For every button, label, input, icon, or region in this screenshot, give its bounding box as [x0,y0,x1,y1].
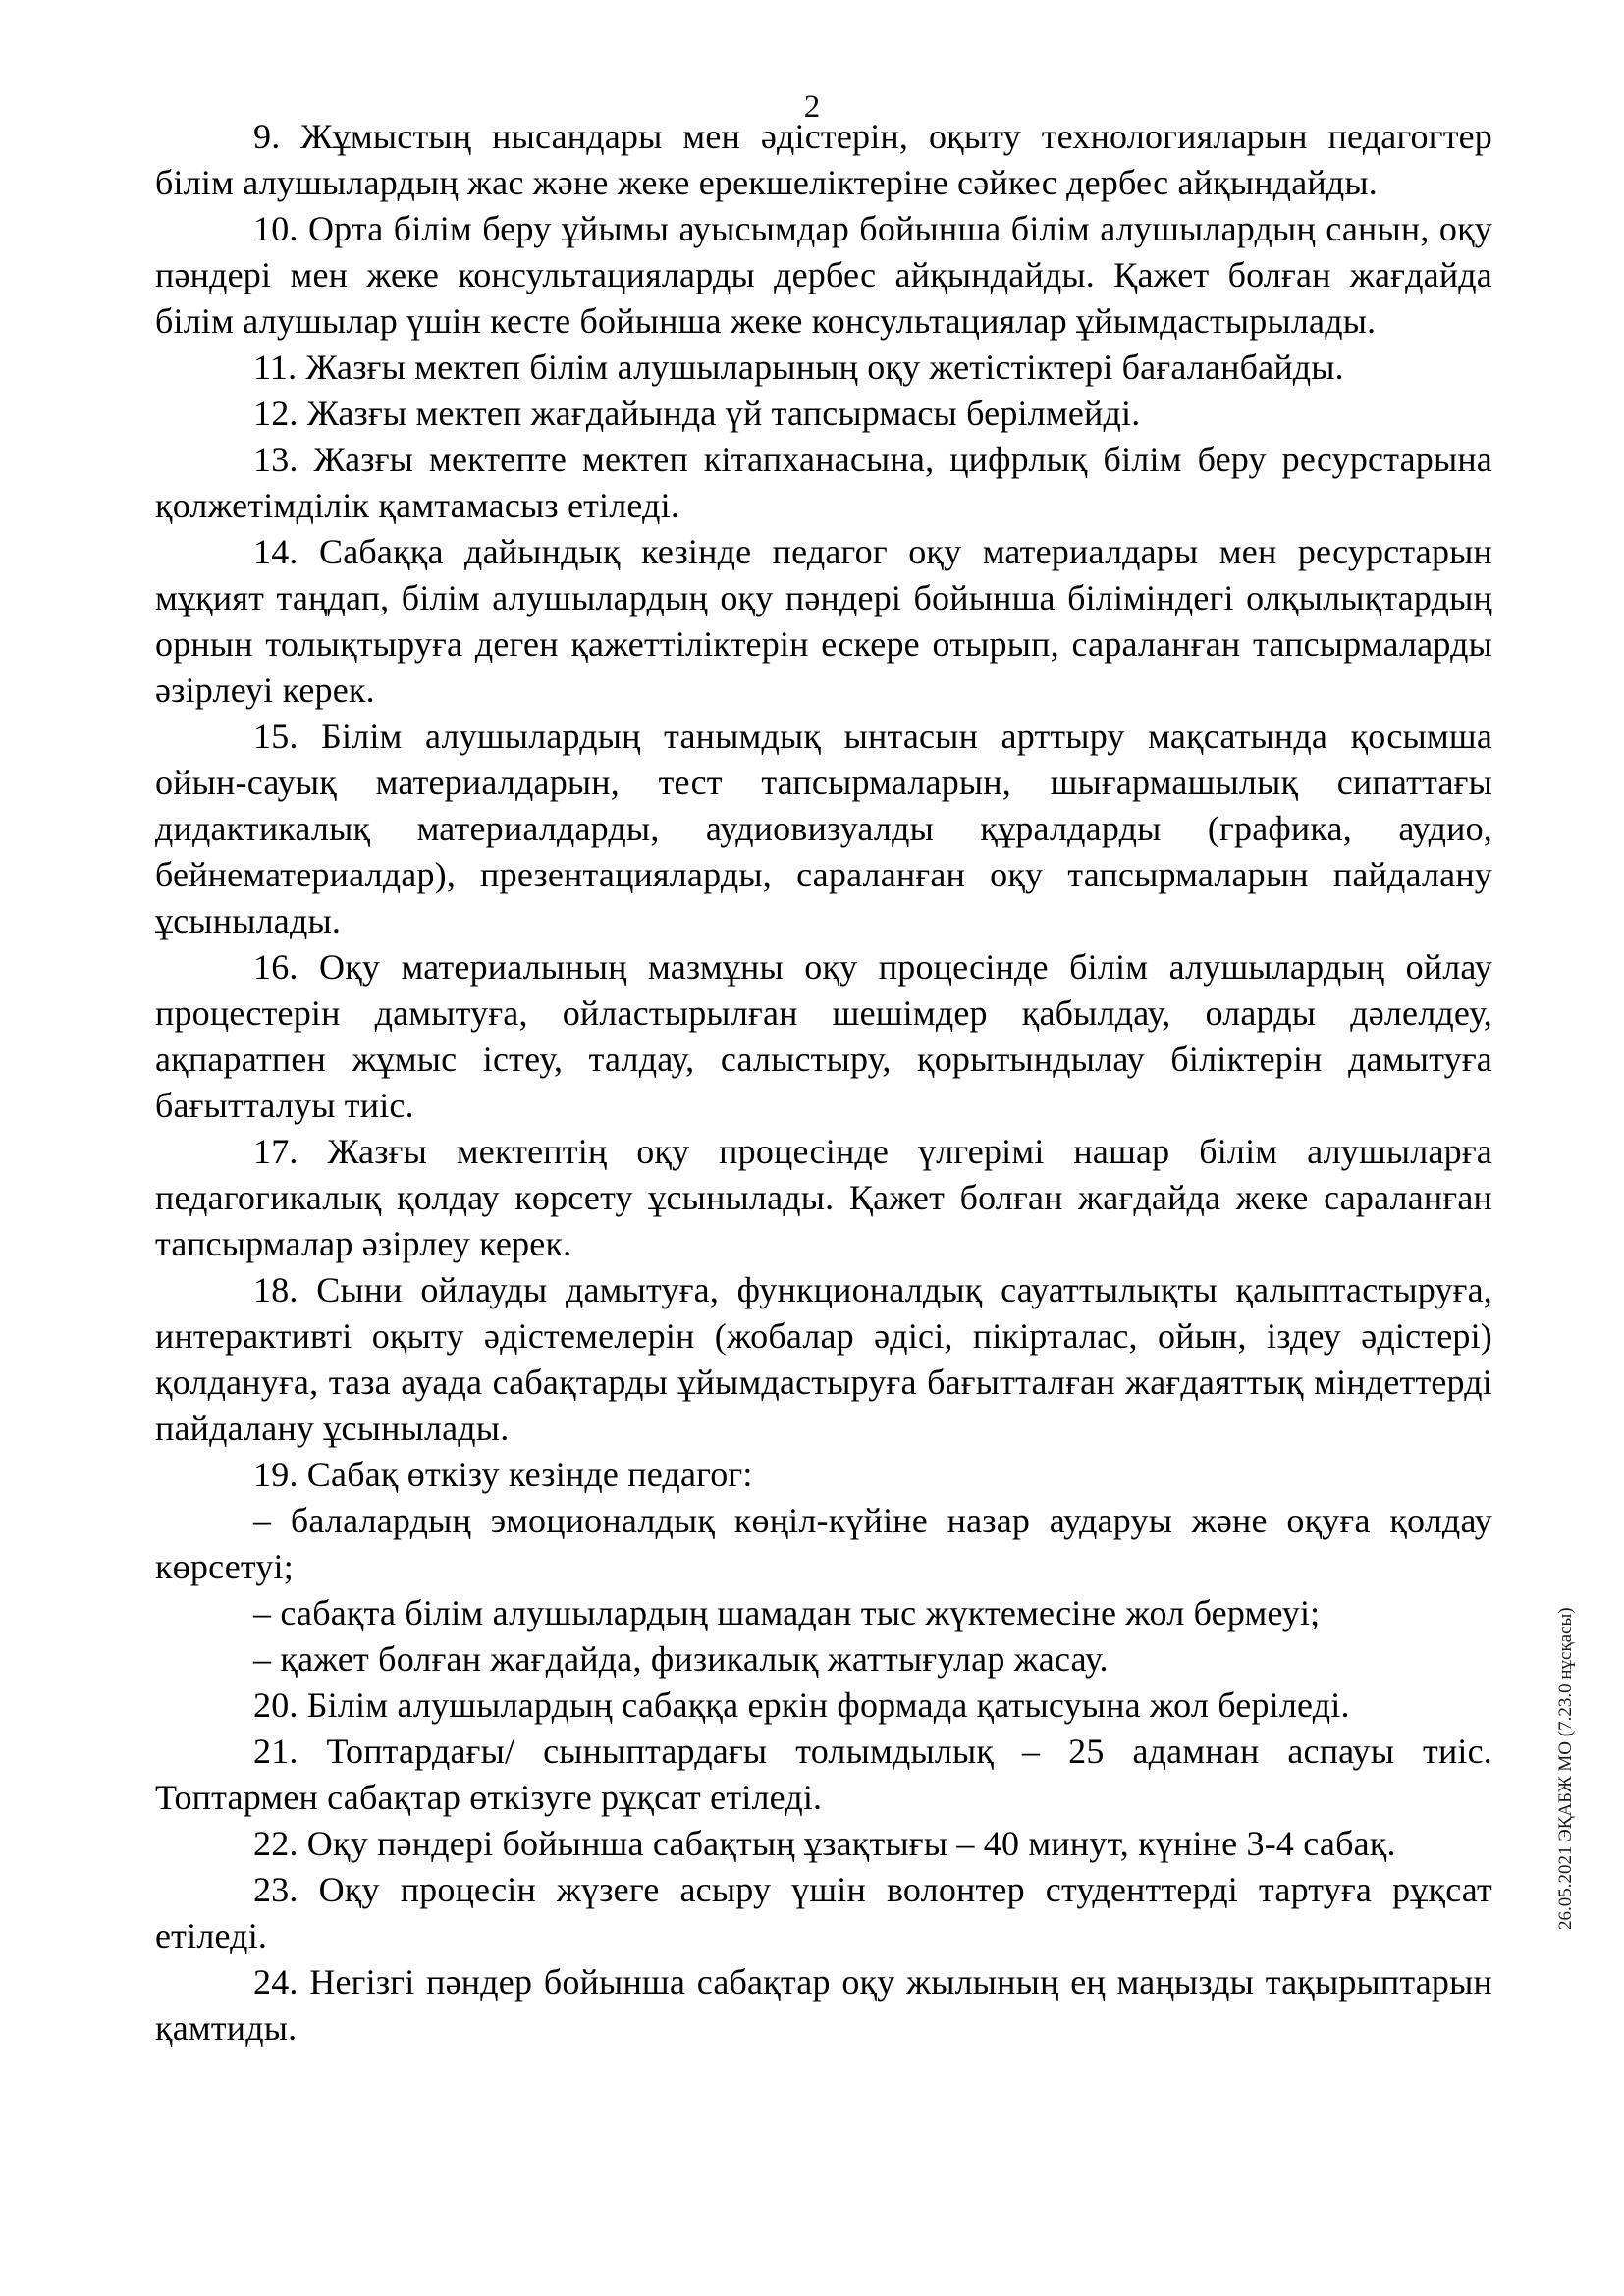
paragraph-9: 9. Жұмыстың нысандары мен әдістерін, оқыту технологияларын педагогтер білім алушылардың жас және жеке ерекшеліктеріне сәйкес дербес айқындайды. [155,117,1492,202]
page-number: 2 [803,89,821,125]
paragraph-21: 21. Топтардағы/ сыныптардағы толымдылық – 25 адамнан аспауы тиіс. Топтармен сабақтар өткізуге рұқсат етіледі. [155,1732,1492,1817]
paragraph-17: 17. Жазғы мектептің оқу процесінде үлгерімі нашар білім алушыларға педагогикалық қолдау көрсету ұсынылады. Қажет болған жағдайда жеке сараланған тапсырмалар әзірлеу керек. [155,1132,1492,1263]
paragraph-11: 11. Жазғы мектеп білім алушыларының оқу жетістіктері бағаланбайды. [253,347,1344,387]
paragraph-18: 18. Сыни ойлауды дамытуға, функционалдық сауаттылықты қалыптастыруға, интерактивті оқыту әдістемелерін (жобалар әдісі, пікірталас, ойын, іздеу әдістері) қолдануға, таза ауада сабақтарды ұйымдастыруға бағытталған жағдаяттық міндеттерді пайдалану ұсынылады. [155,1270,1492,1448]
document-body [155,114,1492,2052]
paragraph-15: 15. Білім алушылардың танымдық ынтасын арттыру мақсатында қосымша ойын-сауық материалдарын, тест тапсырмаларын, шығармашылық сипаттағы дидактикалық материалдарды, аудиовизуалды құралдарды (графика, аудио, бейнематериалдар), презентацияларды, сараланған оқу тапсырмаларын пайдалану ұсынылады. [155,717,1492,940]
paragraph-20: 20. Білім алушылардың сабаққа еркін формада қатысуына жол беріледі. [253,1685,1350,1725]
paragraph-10: 10. Орта білім беру ұйымы ауысымдар бойынша білім алушылардың санын, оқу пәндері мен жеке консультацияларды дербес айқындайды. Қажет болған жағдайда білім алушылар үшін кесте бойынша жеке консультациялар ұйымдастырылады. [155,209,1492,341]
paragraph-19-bullet-1: – балалардың эмоционалдық көңіл-күйіне назар аударуы және оқуға қолдау көрсетуі; [155,1501,1492,1586]
paragraph-19-bullet-2: – сабақта білім алушылардың шамадан тыс жүктемесіне жол бермеуі; [253,1593,1321,1632]
vertical-version-stamp: 26.05.2021 ЭҚАБЖ МО (7.23.0 нұсқасы) [1555,1607,1576,1930]
paragraph-23: 23. Оқу процесін жүзеге асыру үшін волонтер студенттерді тартуға рұқсат етіледі. [155,1870,1492,1955]
paragraph-22: 22. Оқу пәндері бойынша сабақтың ұзақтығы – 40 минут, күніне 3-4 сабақ. [253,1824,1396,1863]
paragraph-12: 12. Жазғы мектеп жағдайында үй тапсырмасы берілмейді. [253,394,1141,433]
paragraph-13: 13. Жазғы мектепте мектеп кітапханасына, цифрлық білім беру ресурстарына қолжетімділік қамтамасыз етіледі. [155,440,1492,525]
paragraph-19-bullet-3: – қажет болған жағдайда, физикалық жаттығулар жасау. [253,1639,1109,1679]
paragraph-16: 16. Оқу материалының мазмұны оқу процесінде білім алушылардың ойлау процестерін дамытуға, ойластырылған шешімдер қабылдау, оларды дәлелдеу, ақпаратпен жұмыс істеу, талдау, салыстыру, қорытындылау біліктерін дамытуға бағытталуы тиіс. [155,947,1492,1125]
paragraph-14: 14. Сабаққа дайындық кезінде педагог оқу материалдары мен ресурстарын мұқият таңдап, білім алушылардың оқу пәндері бойынша біліміндегі олқылықтардың орнын толықтыруға деген қажеттіліктерін ескере отырып, сараланған тапсырмаларды әзірлеуі керек. [155,532,1492,710]
paragraph-24: 24. Негізгі пәндер бойынша сабақтар оқу жылының ең маңызды тақырыптарын қамтиды. [155,1962,1492,2048]
paragraph-19: 19. Сабақ өткізу кезінде педагог: [253,1455,753,1494]
